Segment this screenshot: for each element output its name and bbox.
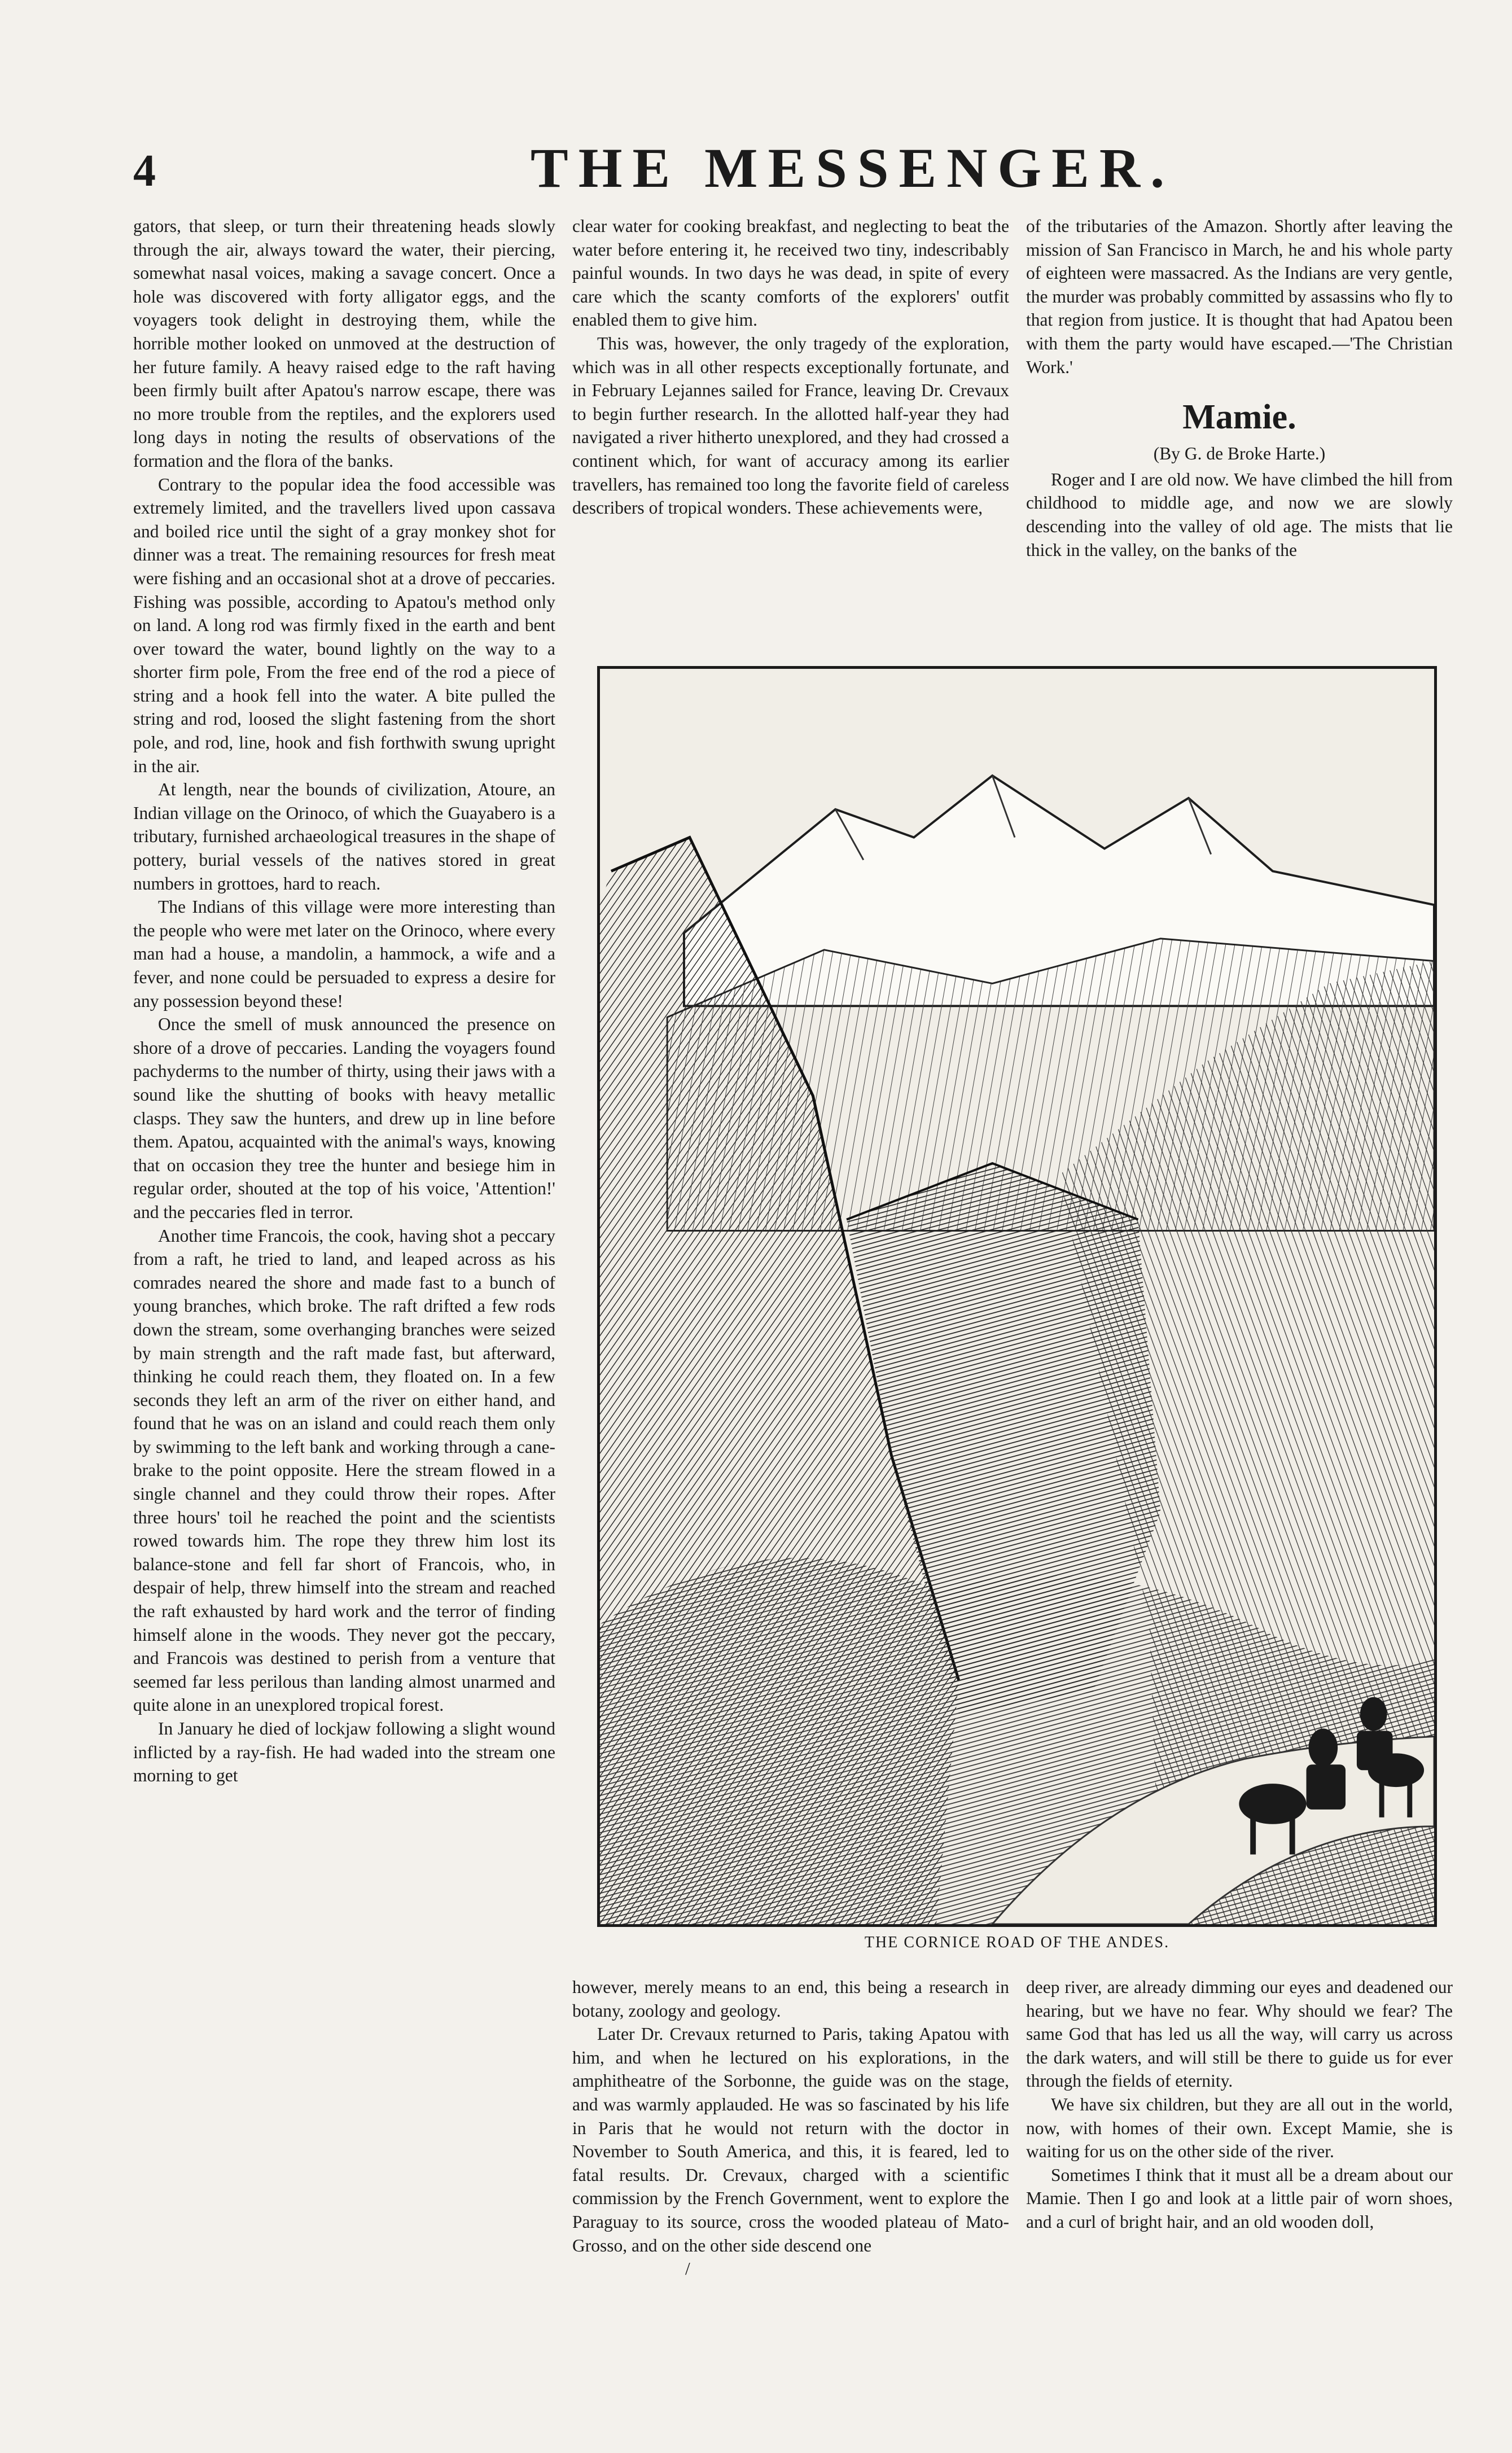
column-3-top [1026, 214, 1453, 562]
page-header [0, 135, 1512, 209]
paragraph: deep river, are already dimming our eyes and deadened our hearing, but we have no fear. Why should we fear? The same God that has led us all the way, will carry us across the dark waters, and will still be there to guide us for ever through the fields of eternity. [1026, 1977, 1453, 2091]
paragraph: Once the smell of musk announced the presence on shore of a drove of peccaries. Landing the voyagers found pachyderms to the number of thirty, using their jaws with a sound like the shutting of books with heavy metallic clasps. They saw the hunters, and drew up in line before them. Apatou, acquainted with the animal's ways, knowing that on occasion they tree the hunter and besiege him in regular order, shouted at the top of his voice, 'Attention!' and the peccaries fled in terror. [133, 1014, 555, 1222]
stray-mark: / [685, 2259, 690, 2279]
masthead-title: THE MESSENGER. [531, 137, 1175, 199]
column-3-bottom [1026, 1975, 1453, 2234]
paragraph: At length, near the bounds of civilization, Atoure, an Indian village on the Orinoco, of which the Guayabero is a tributary, furnished archaeological treasures in the shape of pottery, burial vessels of the natives stored in great numbers in grottoes, hard to reach. [133, 779, 555, 893]
paragraph: Roger and I are old now. We have climbed the hill from childhood to middle age, and now we are slowly descending into the valley of old age. The mists that lie thick in the valley, on the banks of the [1026, 469, 1453, 560]
paragraph: The Indians of this village were more interesting than the people who were met later on the Orinoco, where every man had a house, a mandolin, a hammock, a wife and a fever, and none could be persuaded to express a desire for any possession beyond these! [133, 897, 555, 1011]
paragraph: Later Dr. Crevaux returned to Paris, taking Apatou with him, and when he lectured on his explorations, in the amphitheatre of the Sorbonne, the guide was on the stage, and was warmly applauded. He was so fascinated by his life in Paris that he would not return with the doctor in November to South America, and this, it is feared, led to fatal results. Dr. Crevaux, charged with a scientific commission by the French Government, went to explore the Paraguay to its source, cross the wooded plateau of Mato-Grosso, and on the other side descend one [572, 2024, 1009, 2255]
column-1 [133, 214, 555, 1788]
article-byline: (By G. de Broke Harte.) [1153, 444, 1326, 464]
article-title-mamie: Mamie. [1182, 398, 1296, 437]
column-2-top [572, 214, 1009, 520]
paragraph: Sometimes I think that it must all be a dream about our Mamie. Then I go and look at a little pair of worn shoes, and a curl of bright hair, and an old wooden doll, [1026, 2165, 1453, 2232]
paragraph: clear water for cooking breakfast, and neglecting to beat the water before entering it, he received two tiny, indescribably painful wounds. In two days he was dead, in spite of every care which the scanty comforts of the explorers' outfit enabled them to give him. [572, 216, 1009, 330]
illustration-cornice-road [597, 666, 1437, 1927]
paragraph: Contrary to the popular idea the food accessible was extremely limited, and the travellers lived upon cassava and boiled rice until the sight of a gray monkey shot for dinner was a treat. The remaining resources for fresh meat were fishing and an occasional shot at a drove of peccaries. Fishing was possible, according to Apatou's method only on land. A long rod was firmly fixed in the earth and bent over toward the water, bound lightly on the way to a shorter firm pole, From the free end of the rod a piece of string and a hook fell into the water. A bite pulled the string and rod, loosed the slight fastening from the short pole, and rod, line, hook and fish forthwith swung upright in the air. [133, 474, 555, 776]
paragraph: of the tributaries of the Amazon. Shortly after leaving the mission of San Francisco in March, he and his whole party of eighteen were massacred. As the Indians are very gentle, the murder was probably committed by assassins who fly to that region from justice. It is thought that had Apatou been with them the party would have escaped.—'The Christian Work.' [1026, 216, 1453, 377]
illustration-caption: THE CORNICE ROAD OF THE ANDES. [864, 1934, 1170, 1951]
paragraph: This was, however, the only tragedy of the exploration, which was in all other respects exceptionally fortunate, and in February Lejannes sailed for France, leaving Dr. Crevaux to begin further research. In the allotted half-year they had navigated a river hitherto unexplored, and they had crossed a continent which, for want of accuracy among its earlier travellers, has remained too long the favorite field of careless describers of tropical wonders. These achievements were, [572, 333, 1009, 518]
paragraph: We have six children, but they are all out in the world, now, with homes of their own. Except Mamie, she is waiting for us on the other side of the river. [1026, 2094, 1453, 2162]
paragraph: gators, that sleep, or turn their threatening heads slowly through the air, always toward the water, their piercing, somewhat nasal voices, making a savage concert. Once a hole was discovered with forty alligator eggs, and the voyagers took delight in destroying them, while the horrible mother looked on unmoved at the destruction of her future family. A heavy raised edge to the raft having been firmly built after Apatou's narrow escape, there was no more trouble from the reptiles, and the explorers used long days in noting the results of observations of the formation and the flora of the banks. [133, 216, 555, 471]
column-2-bottom [572, 1975, 1009, 2281]
paragraph: however, merely means to an end, this being a research in botany, zoology and geology. [572, 1977, 1009, 2021]
mountain-engraving [600, 669, 1434, 1924]
paragraph: Another time Francois, the cook, having shot a peccary from a raft, he tried to land, and leaped across as his comrades neared the shore and made fast to a bunch of young branches, which broke. The raft drifted a few rods down the stream, some overhanging branches were seized by main strength and the raft made fast, but afterward, thinking he could reach them, they floated on. In a few seconds they left an arm of the river on either hand, and found that he was on an island and could reach them only by swimming to the left bank and working through a cane-brake to the point opposite. Here the stream flowed in a single channel and they could throw their ropes. After three hours' toil he reached the point and the scientists rowed towards him. The rope they threw him lost its balance-stone and fell far short of Francois, who, in despair of help, threw himself into the stream and reached the raft exhausted by hard work and the terror of finding himself alone in the woods. They never got the peccary, and Francois was destined to perish from a venture that seemed far less perilous than landing almost unarmed and quite alone in an unexplored tropical forest. [133, 1225, 555, 1715]
page-number: 4 [133, 146, 156, 196]
paragraph: In January he died of lockjaw following a slight wound inflicted by a ray-fish. He had waded into the stream one morning to get [133, 1719, 555, 1786]
